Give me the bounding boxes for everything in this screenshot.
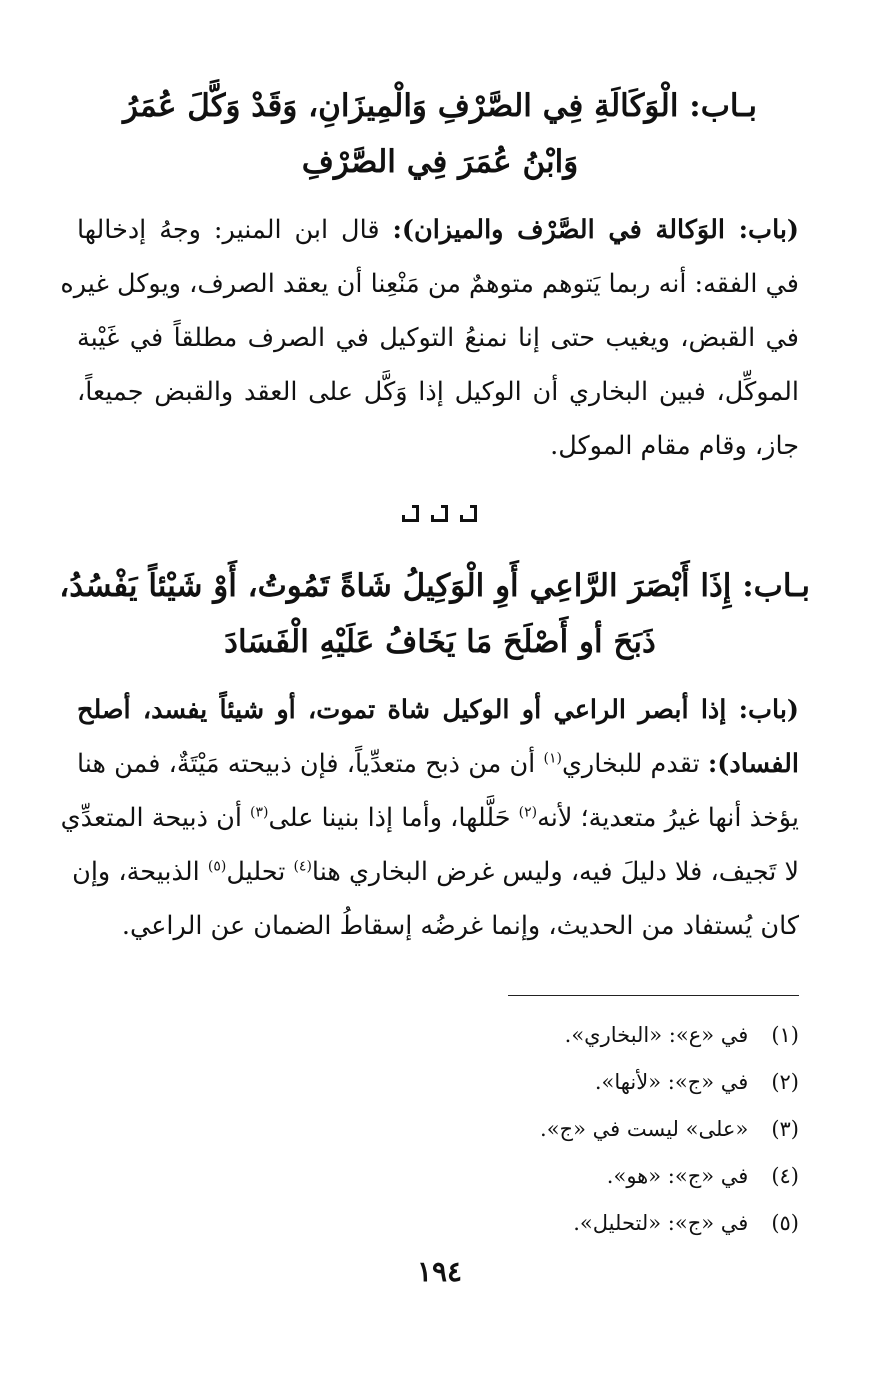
footnote-text: في «ج»: «لتحليل». <box>573 1211 749 1235</box>
footnote-item <box>199 1012 799 1059</box>
footnote-divider <box>508 995 799 996</box>
footnote-item <box>199 1153 799 1200</box>
paragraph-text: أن ذبيحة المتعدِّي <box>60 803 242 833</box>
chapter-quote: (باب: إذا أبصر الراعي أو الوكيل شاة تموت، أو شيئاً يفسد، أصلح <box>77 695 799 725</box>
ornament-box-icon <box>431 505 448 522</box>
footnote-number: (٢) <box>771 1070 799 1094</box>
footnote-number: (٤) <box>771 1164 799 1188</box>
footnote-ref: (٢) <box>518 804 538 821</box>
paragraph-text: تحليل <box>226 857 286 887</box>
footnote-text: في «ج»: «هو». <box>606 1164 749 1188</box>
paragraph-text: لا تَجيف، فلا دليلَ فيه، وليس غرض البخاري هنا <box>311 857 799 887</box>
paragraph-line <box>72 845 799 899</box>
footnote-number: (٣) <box>771 1117 799 1141</box>
paragraph-line: جاز، وقام مقام الموكل. <box>550 431 799 461</box>
chapter-quote: (باب: الوَكالة في الصَّرْف والميزان): <box>392 215 799 245</box>
paragraph-text: حَلَّلها، وأما إذا بنينا على <box>268 803 511 833</box>
paragraph-line <box>60 791 799 845</box>
footnote-number: (١) <box>771 1023 799 1047</box>
section-separator-ornament <box>0 503 879 522</box>
paragraph-line: في الفقه: أنه ربما يَتوهم متوهمٌ من مَنْعِنا أن يعقد الصرف، ويوكل غيره <box>60 269 799 299</box>
chapter-quote-end: الفساد): <box>707 749 799 779</box>
footnote-item <box>199 1200 799 1247</box>
ornament-box-icon <box>402 505 419 522</box>
footnote-text: في «ع»: «البخاري». <box>564 1023 749 1047</box>
paragraph-text: قال ابن المنير: وجهُ إدخالها <box>77 215 380 245</box>
footnote-ref: (٣) <box>250 804 269 821</box>
paragraph-text: الذبيحة، وإن <box>72 857 200 887</box>
ornament-box-icon <box>460 505 477 522</box>
commentary-paragraph-1 <box>60 203 799 473</box>
paragraph-line <box>77 683 799 737</box>
page-number: ١٩٤ <box>416 1255 463 1288</box>
paragraph-line <box>77 203 799 257</box>
paragraph-text: يؤخذ أنها غيرُ متعدية؛ لأنه <box>537 803 799 833</box>
chapter-heading-2-line-2: ذَبَحَ أو أَصْلَحَ مَا يَخَافُ عَلَيْهِ الْفَسَادَ <box>224 624 656 660</box>
footnote-item <box>199 1106 799 1153</box>
commentary-paragraph-2 <box>60 683 799 953</box>
chapter-heading-2 <box>59 558 810 670</box>
footnote-ref: (٥) <box>207 858 227 875</box>
paragraph-line: كان يُستفاد من الحديث، وإنما غرضُه إسقاطُ الضمان عن الراعي. <box>121 911 799 941</box>
paragraph-text: أن من ذبح متعدِّياً، فإن ذبيحته مَيْتَةٌ، فمن هنا <box>77 749 536 779</box>
chapter-heading-1 <box>70 78 810 190</box>
chapter-heading-2-line-1 <box>59 558 810 614</box>
footnote-text: في «ج»: «لأنها». <box>594 1070 749 1094</box>
footnotes <box>199 1012 799 1247</box>
chapter-label: بـاب: <box>689 88 758 124</box>
chapter-heading-1-line-1 <box>70 78 810 134</box>
footnote-ref: (٤) <box>293 858 312 875</box>
paragraph-line <box>77 737 799 791</box>
chapter-label: بـاب: <box>742 568 810 604</box>
footnote-number: (٥) <box>771 1211 799 1235</box>
footnote-item <box>199 1059 799 1106</box>
footnote-text: «على» ليست في «ج». <box>540 1117 749 1141</box>
footnote-ref: (١) <box>543 750 562 767</box>
paragraph-line: الموكِّل، فبين البخاري أن الوكيل إذا وَكَّل على العقد والقبض جميعاً، <box>77 377 799 407</box>
chapter-heading-1-line-2: وَابْنُ عُمَرَ فِي الصَّرْفِ <box>301 144 579 180</box>
chapter-title-text: إِذَا أَبْصَرَ الرَّاعِي أَوِ الْوَكِيلُ شَاةً تَمُوتُ، أَوْ شَيْئاً يَفْسُدُ، <box>59 568 732 604</box>
paragraph-line: في القبض، ويغيب حتى إنا نمنعُ التوكيل في الصرف مطلقاً في غَيْبة <box>77 323 799 353</box>
paragraph-text: تقدم للبخاري <box>561 749 700 779</box>
chapter-title-text: الْوَكَالَةِ فِي الصَّرْفِ وَالْمِيزَانِ، وَقَدْ وَكَّلَ عُمَرُ <box>122 88 679 124</box>
